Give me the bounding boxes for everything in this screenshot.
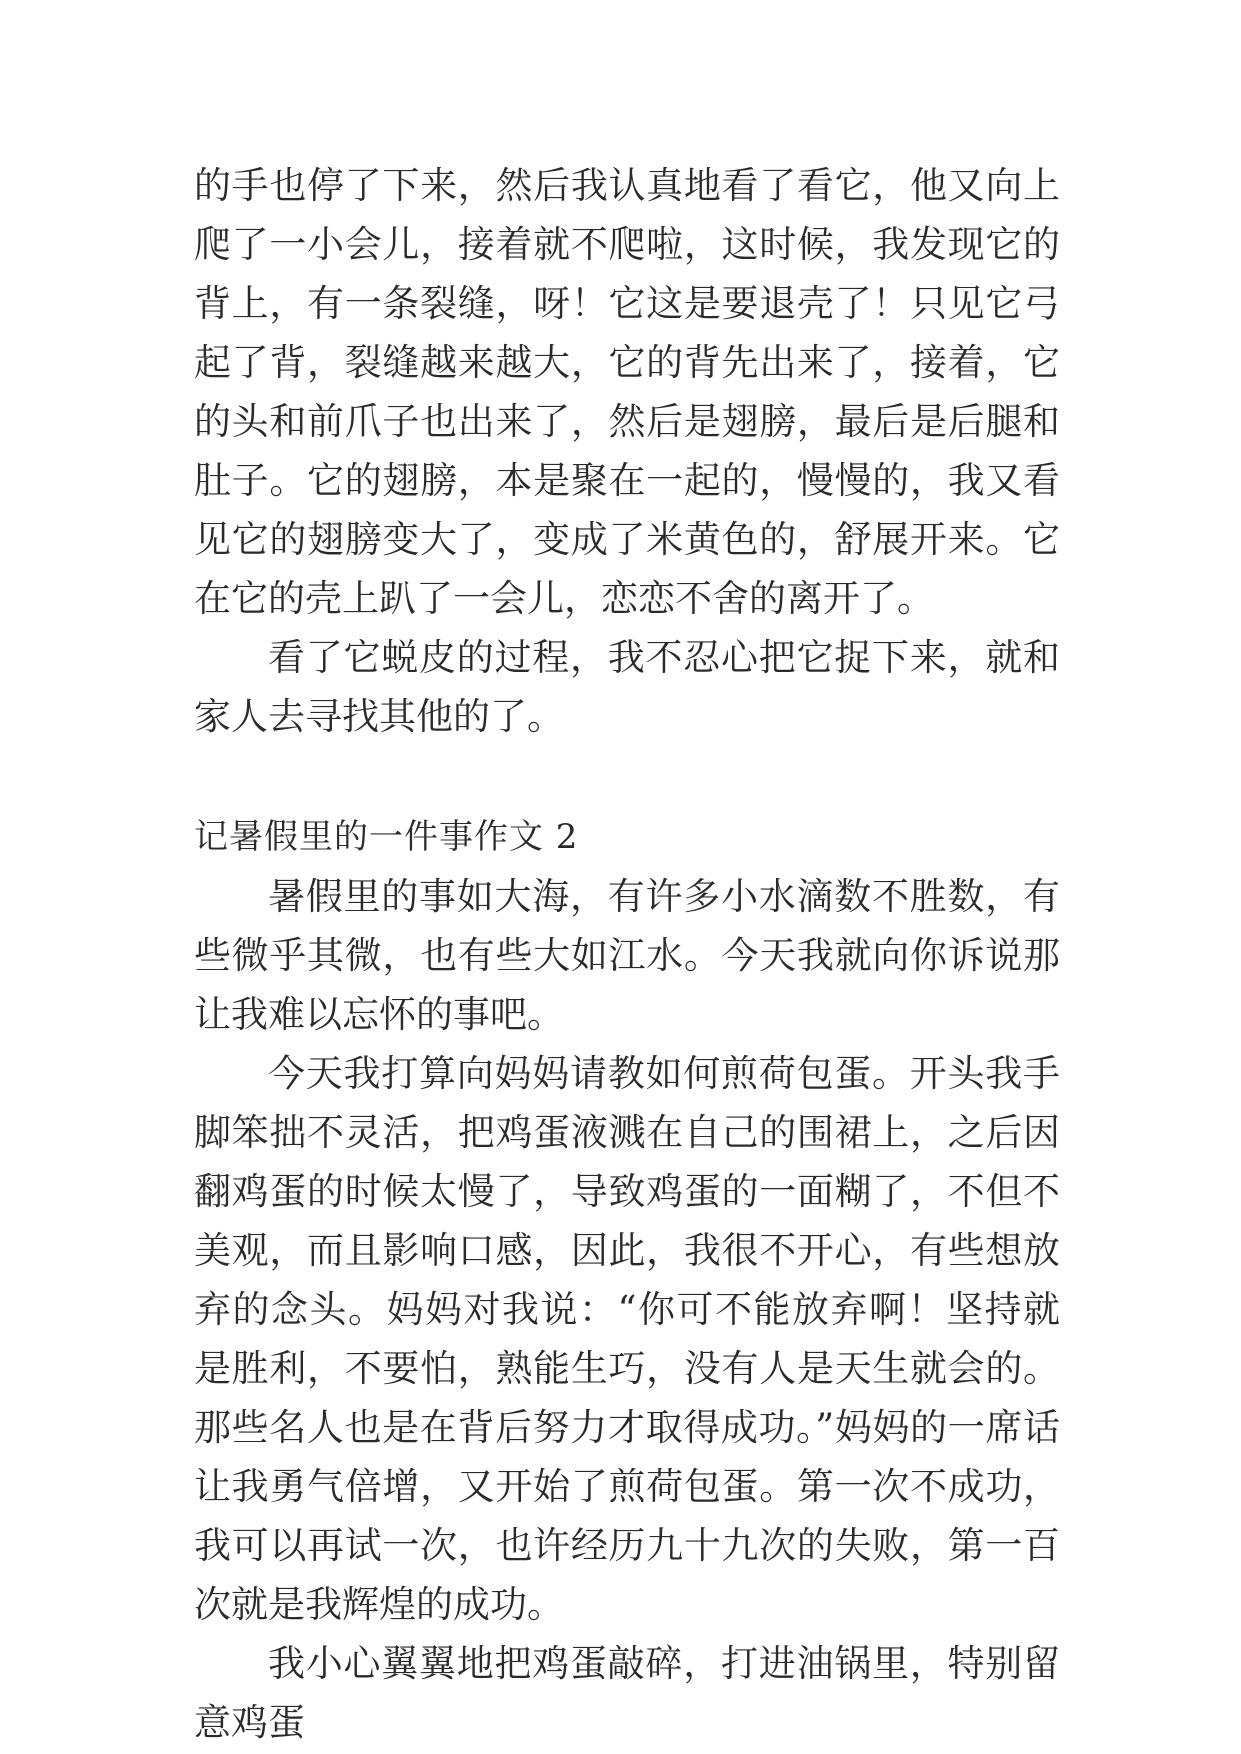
document-body [194,156,1060,1752]
paragraph-continuation: 的手也停了下来，然后我认真地看了看它，他又向上爬了一小会儿，接着就不爬啦，这时候，我发现它的背上，有一条裂缝，呀！它这是要退壳了！只见它弓起了背，裂缝越来越大，它的背先出来了，接着，它的头和前爪子也出来了，然后是翅膀，最后是后腿和肚子。它的翅膀，本是聚在一起的，慢慢的，我又看见它的翅膀变大了，变成了米黄色的，舒展开来。它在它的壳上趴了一会儿，恋恋不舍的离开了。 [194,164,1060,620]
section-heading: 记暑假里的一件事作文 2 [194,817,579,857]
paragraph: 今天我打算向妈妈请教如何煎荷包蛋。开头我手脚笨拙不灵活，把鸡蛋液溅在自己的围裙上，之后因翻鸡蛋的时候太慢了，导致鸡蛋的一面糊了，不但不美观，而且影响口感，因此，我很不开心，有些想放弃的念头。妈妈对我说：“你可不能放弃啊！坚持就是胜利，不要怕，熟能生巧，没有人是天生就会的。那些名人也是在背后努力才取得成功。”妈妈的一席话让我勇气倍增，又开始了煎荷包蛋。第一次不成功，我可以再试一次，也许经历九十九次的失败，第一百次就是我辉煌的成功。 [194,1052,1060,1626]
paragraph: 暑假里的事如大海，有许多小水滴数不胜数，有些微乎其微，也有些大如江水。今天我就向你诉说那让我难以忘怀的事吧。 [194,875,1060,1036]
paragraph: 看了它蜕皮的过程，我不忍心把它捉下来，就和家人去寻找其他的了。 [194,636,1060,738]
paragraph: 我小心翼翼地把鸡蛋敲碎，打进油锅里，特别留意鸡蛋 [194,1642,1060,1744]
